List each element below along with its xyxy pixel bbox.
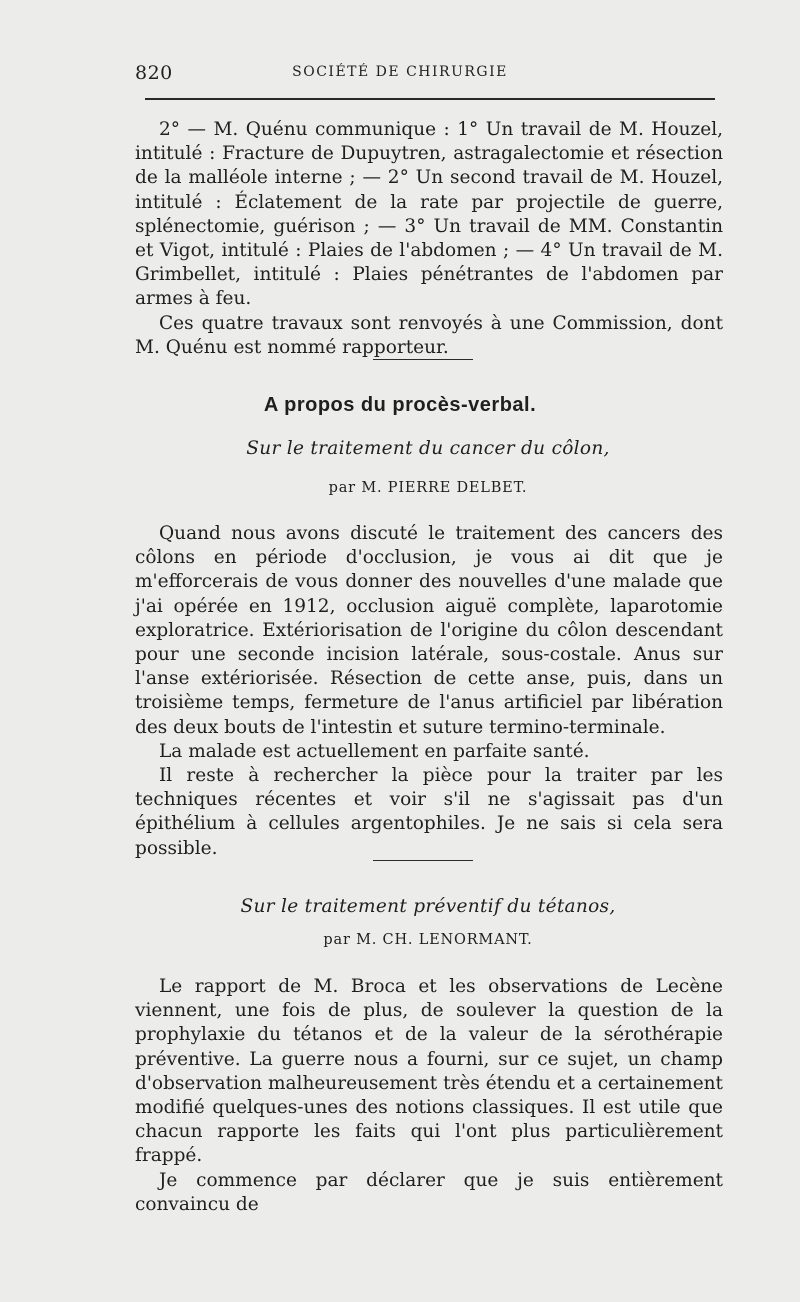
body-paragraph: Il reste à rechercher la pièce pour la traiter par les techniques récentes et voir s'il ne s'agissait pas d'un épithélium à cellules argentophiles. Je ne sais si cela sera possible. <box>135 765 723 859</box>
intro-text <box>135 118 723 360</box>
body-paragraph: Je commence par déclarer que je suis entièrement convaincu de <box>135 1169 723 1215</box>
body-paragraph: Quand nous avons discuté le traitement des cancers des côlons en période d'occlusion, je vous ai dit que je m'efforcerais de vous donner des nouvelles d'une malade que j'ai opérée en 1912, occlusion aiguë complète, laparotomie exploratrice. Extériorisation de l'origine du côlon descendant pour une seconde incision latérale, sous-costale. Anus sur l'anse extériorisée. Résection de cette anse, puis, dans un troisième temps, fermeture de l'anus artificiel par libération des deux bouts de l'intestin et suture termino-terminale. <box>135 523 723 738</box>
intro-paragraph: 2° — M. Quénu communique : 1° Un travail de M. Houzel, intitulé : Fracture de Dupuytren, astragalectomie et résection de la malléole interne ; — 2° Un second travail de M. Houzel, intitulé : Éclatement de la rate par projectile de guerre, splénectomie, guérison ; — 3° Un travail de MM. Constantin et Vigot, intitulé : Plaies de l'abdomen ; — 4° Un travail de M. Grimbellet, intitulé : Plaies pénétrantes de l'abdomen par armes à feu. <box>135 119 723 310</box>
article-author: par M. PIERRE DELBET. <box>328 480 528 496</box>
article-divider <box>373 860 473 861</box>
article-author: par M. CH. LENORMANT. <box>323 932 533 948</box>
header-rule <box>145 98 715 100</box>
section-divider <box>373 359 473 360</box>
running-title: SOCIÉTÉ DE CHIRURGIE <box>292 64 508 80</box>
page-number: 820 <box>135 62 173 84</box>
article-title: Sur le traitement du cancer du côlon, <box>246 438 610 459</box>
body-paragraph: La malade est actuellement en parfaite santé. <box>159 740 590 762</box>
section-heading: A propos du procès-verbal. <box>263 394 537 416</box>
body-paragraph: Le rapport de M. Broca et les observations de Lecène viennent, une fois de plus, de soulever la question de la prophylaxie du tétanos et de la valeur de la sérothérapie préventive. La guerre nous a fourni, sur ce sujet, un champ d'observation malheureusement très étendu et a certainement modifié quelques-unes des notions classiques. Il est utile que chacun rapporte les faits qui l'ont plus particulièrement frappé. <box>135 976 723 1167</box>
intro-paragraph: Ces quatre travaux sont renvoyés à une Commission, dont M. Quénu est nommé rapporteur. <box>135 312 723 358</box>
article-body <box>135 522 723 861</box>
article-title: Sur le traitement préventif du tétanos, <box>240 896 616 917</box>
article-body <box>135 975 723 1217</box>
